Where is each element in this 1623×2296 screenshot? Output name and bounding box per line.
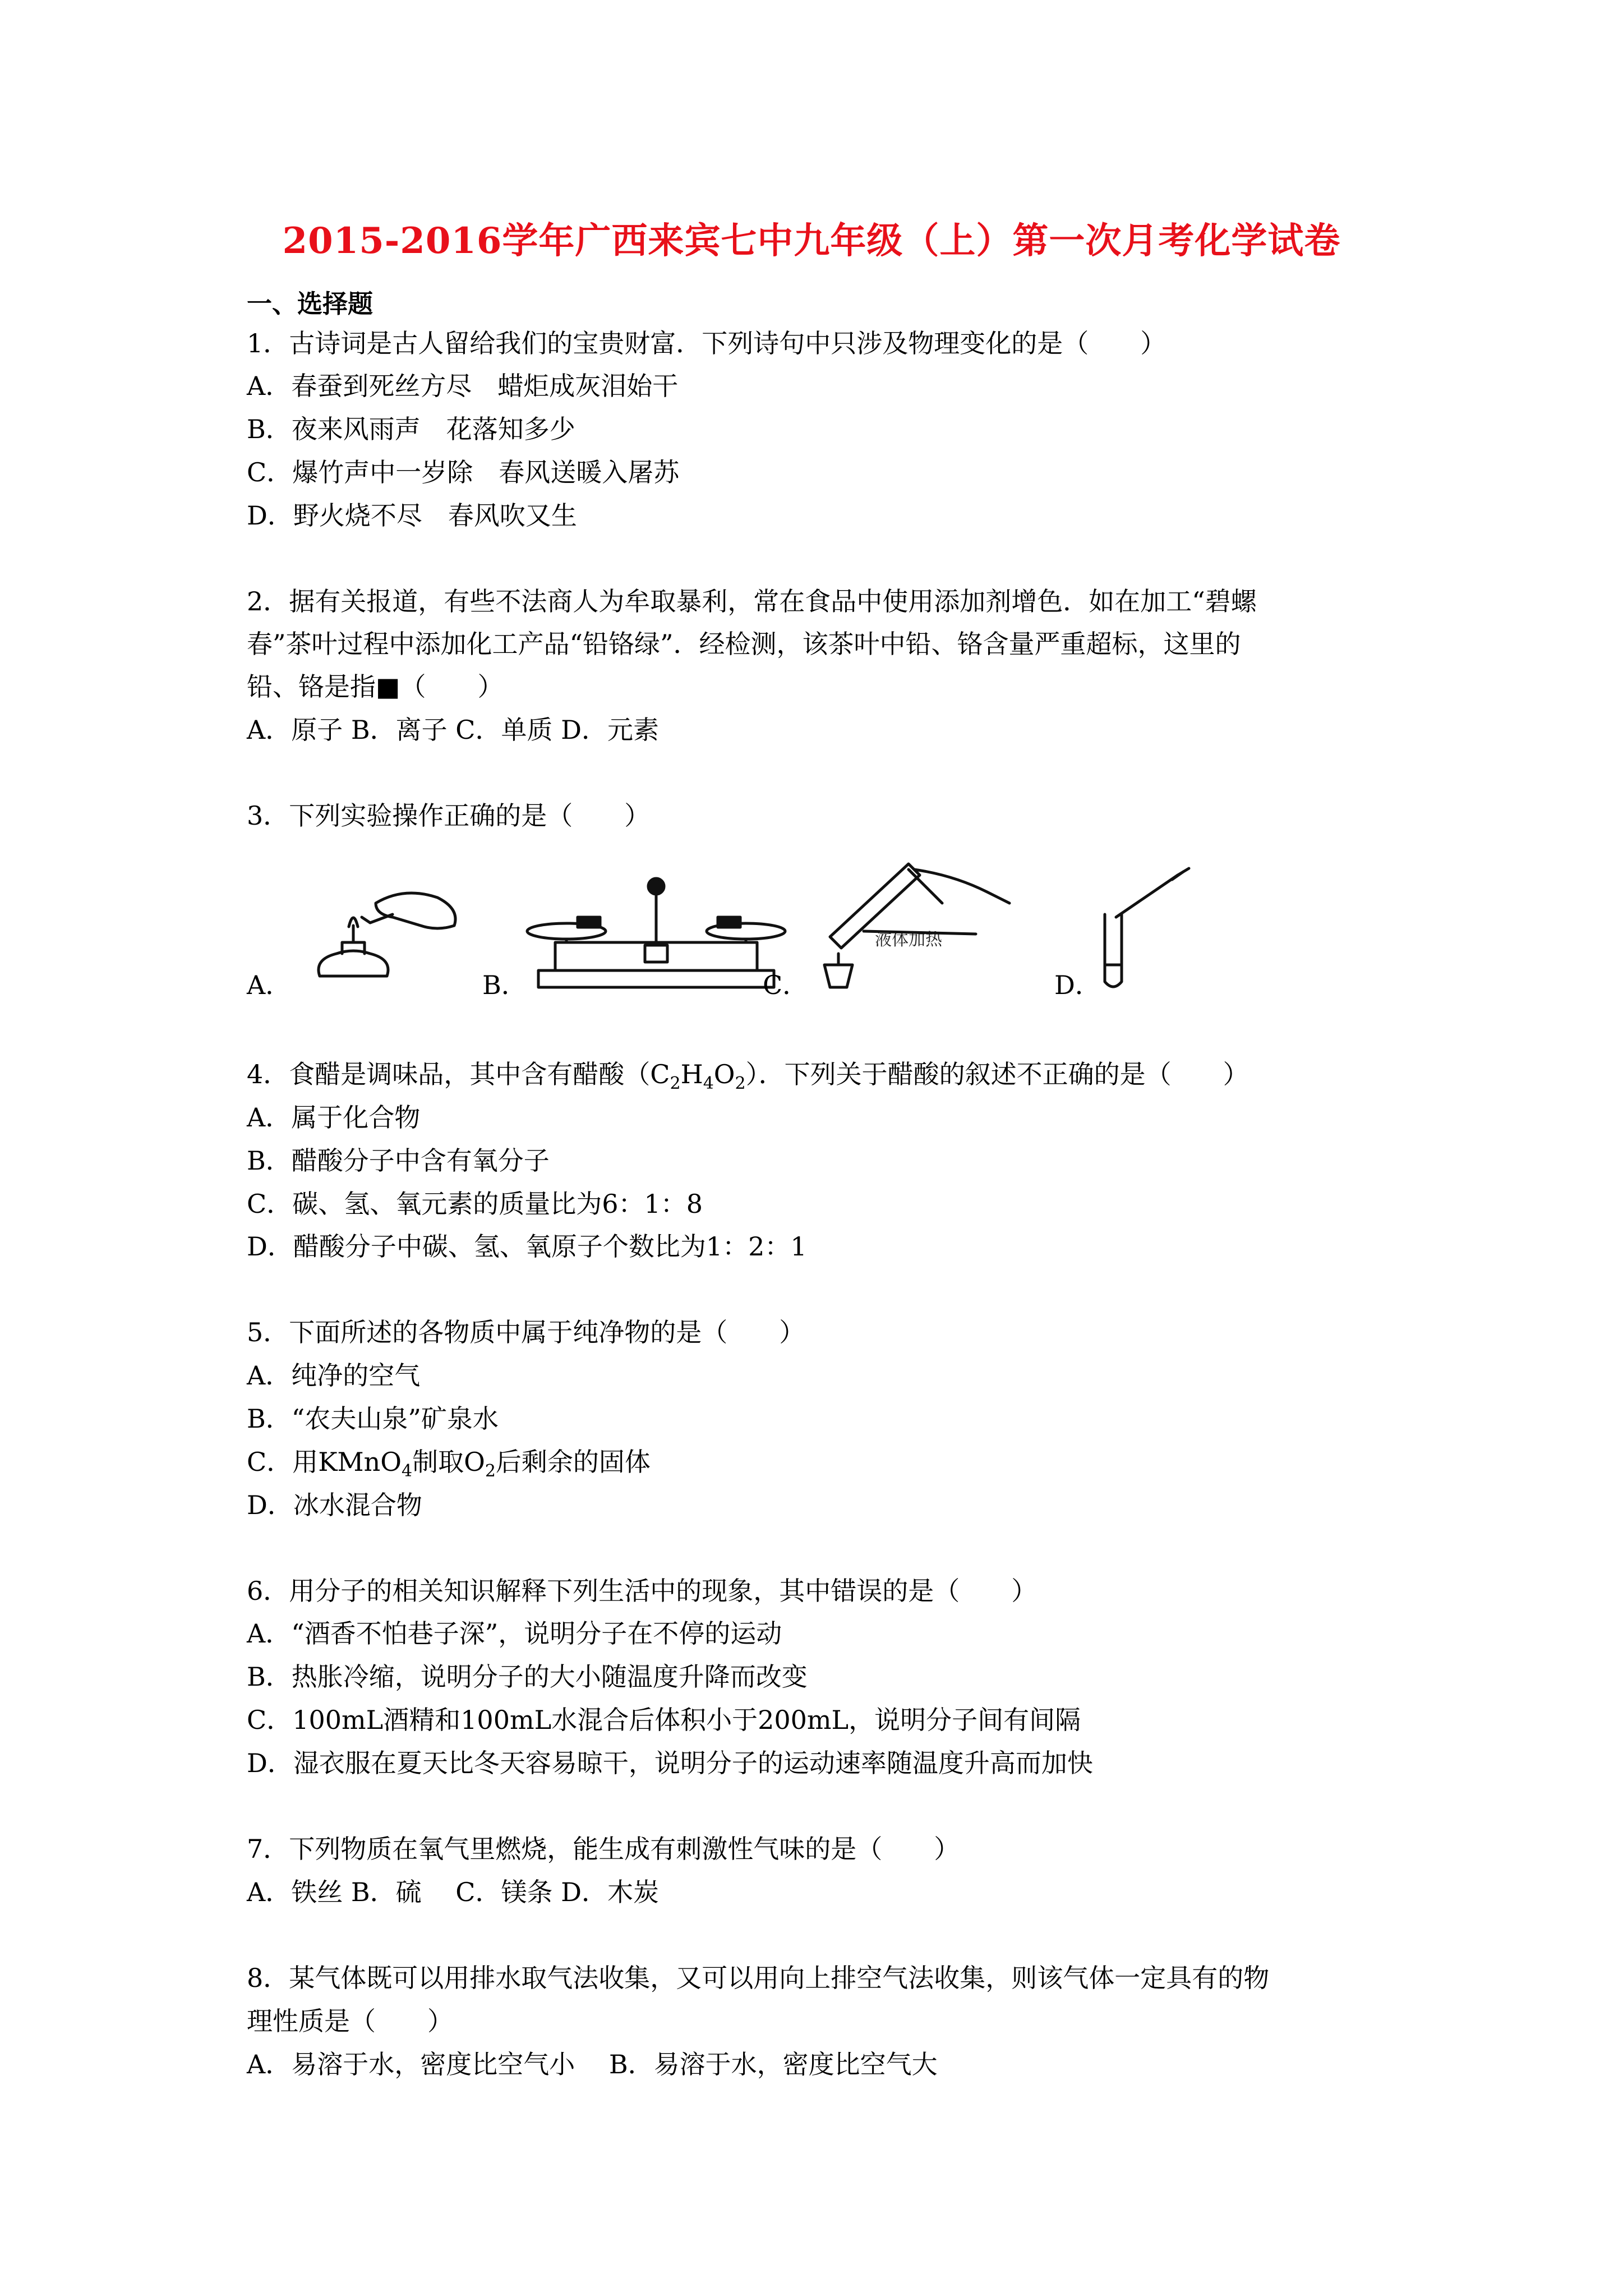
- page-title: 2015-2016学年广西来宾七中九年级（上）第一次月考化学试卷: [282, 220, 1341, 262]
- question-6-option-a: A．“酒香不怕巷子深”，说明分子在不停的运动: [247, 1618, 782, 1649]
- question-6-option-d: D．湿衣服在夏天比冬天容易晾干，说明分子的运动速率随温度升高而加快: [247, 1748, 1093, 1778]
- question-3-stem: 3．下列实验操作正确的是（ ）: [247, 800, 651, 831]
- question-5-option-d: D．冰水混合物: [247, 1490, 422, 1520]
- question-4-stem-text: 4．食醋是调味品，其中含有醋酸（C: [247, 1059, 670, 1089]
- balance-scale-figure: [522, 864, 791, 993]
- question-5-option-c: [247, 1445, 651, 1488]
- question-1-option-c: C．爆竹声中一岁除 春风送暖入屠苏: [247, 457, 680, 487]
- question-5-option-a: A．纯净的空气: [247, 1360, 421, 1391]
- formula-subscript: 2: [670, 1074, 681, 1093]
- formula-subscript: 4: [703, 1074, 714, 1093]
- formula-subscript: 2: [735, 1074, 746, 1093]
- question-6-option-c: C．100mL酒精和100mL水混合后体积小于200mL，说明分子间有间隔: [247, 1705, 1081, 1735]
- option-text: 制取O: [412, 1447, 485, 1477]
- formula-element: O: [713, 1059, 735, 1089]
- alcohol-lamp-lighting-figure: [308, 864, 477, 993]
- question-4-option-d: D．醋酸分子中碳、氢、氧原子个数比为1：2：1: [247, 1231, 807, 1262]
- question-7-options: A．铁丝 B．硫 C．镁条 D．木炭: [247, 1877, 659, 1907]
- question-3-option-d-label: D．: [1054, 970, 1101, 1000]
- option-text: 后剩余的固体: [495, 1447, 651, 1477]
- question-1-option-b: B．夜来风雨声 花落知多少: [247, 414, 575, 444]
- formula-element: H: [680, 1059, 703, 1089]
- question-7-stem: 7．下列物质在氧气里燃烧，能生成有刺激性气味的是（ ）: [247, 1834, 960, 1864]
- question-4-option-b: B．醋酸分子中含有氧分子: [247, 1145, 550, 1176]
- option-text: C．用KMnO: [247, 1447, 402, 1477]
- question-5-stem: 5．下面所述的各物质中属于纯净物的是（ ）: [247, 1317, 805, 1347]
- question-6-stem: 6．用分子的相关知识解释下列生活中的现象，其中错误的是（ ）: [247, 1576, 1038, 1606]
- question-2-options: A．原子 B．离子 C．单质 D．元素: [247, 715, 659, 745]
- question-8-options: A．易溶于水，密度比空气小 B．易溶于水，密度比空气大: [247, 2049, 938, 2079]
- question-6-option-b: B．热胀冷缩，说明分子的大小随温度升降而改变: [247, 1662, 808, 1692]
- liquid-heating-caption: 液体加热: [875, 930, 942, 950]
- question-3-option-c-label: C．: [763, 970, 809, 1000]
- question-4-option-a: A．属于化合物: [247, 1102, 421, 1133]
- question-2-stem-line-1: 2．据有关报道，有些不法商人为牟取暴利，常在食品中使用添加剂增色．如在加工“碧螺: [247, 586, 1257, 616]
- test-tube-heating-figure: [808, 853, 1021, 999]
- formula-subscript: 2: [485, 1461, 496, 1481]
- question-8-stem-line-2: 理性质是（ ）: [247, 2006, 453, 2036]
- question-4-option-c: C．碳、氢、氧元素的质量比为6：1：8: [247, 1189, 703, 1219]
- formula-subscript: 4: [402, 1461, 413, 1481]
- question-1-stem: 1．古诗词是古人留给我们的宝贵财富．下列诗句中只涉及物理变化的是（ ）: [247, 328, 1166, 358]
- question-3-option-a-label: A．: [247, 970, 292, 1000]
- question-5-option-b: B．“农夫山泉”矿泉水: [247, 1404, 499, 1434]
- question-2-stem-line-2: 春”茶叶过程中添加化工产品“铅铬绿”．经检测，该茶叶中铅、铬含量严重超标，这里的: [247, 629, 1241, 659]
- question-8-stem-line-1: 8．某气体既可以用排水取气法收集，又可以用向上排空气法收集，则该气体一定具有的物: [247, 1963, 1270, 1993]
- question-4-stem-text: ）．下列关于醋酸的叙述不正确的是（ ）: [745, 1059, 1249, 1089]
- question-1-option-a: A．春蚕到死丝方尽 蜡炬成灰泪始干: [247, 371, 679, 401]
- question-1-option-d: D．野火烧不尽 春风吹又生: [247, 500, 577, 531]
- question-4-stem: [247, 1057, 1249, 1101]
- question-3-option-b-label: B．: [482, 970, 527, 1000]
- section-heading: 一、选择题: [247, 289, 374, 319]
- question-2-stem-line-3: 铅、铬是指■（ ）: [247, 671, 504, 702]
- dropper-test-tube-figure: [1094, 864, 1206, 993]
